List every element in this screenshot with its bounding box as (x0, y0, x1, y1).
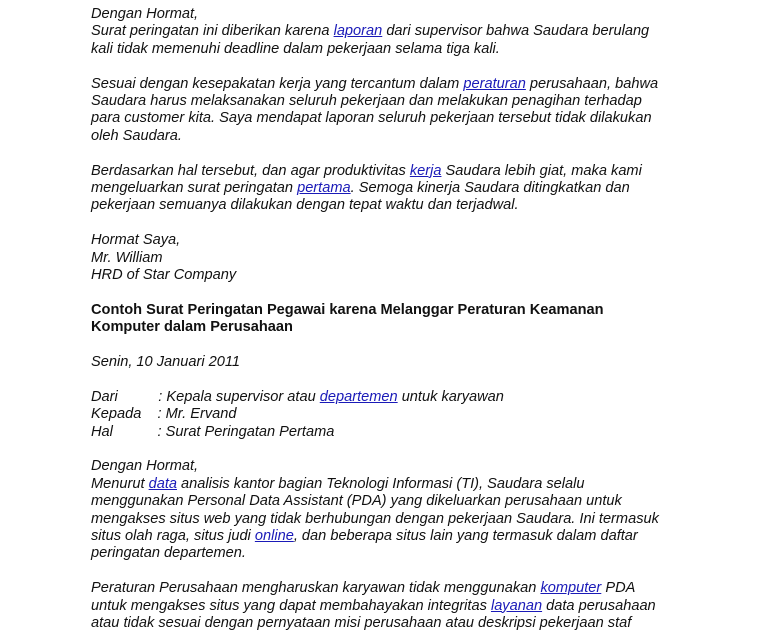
greeting: Dengan Hormat, (91, 458, 199, 475)
link-kerja[interactable]: kerja (409, 162, 442, 179)
heading-line: Contoh Surat Peringatan Pegawai karena Melanggar Peraturan Keamanan (91, 301, 604, 318)
text: . Semoga kinerja Saudara ditingkatkan dan (350, 180, 630, 197)
link-online[interactable]: online (254, 528, 294, 545)
text: peringatan departemen. (91, 545, 246, 562)
text: perusahaan, bahwa (525, 75, 659, 92)
paragraph (91, 76, 691, 146)
link-komputer[interactable]: komputer (540, 580, 602, 597)
memo-from (91, 389, 691, 406)
closing: Hormat Saya, (91, 232, 181, 249)
paragraph (91, 163, 691, 215)
link-peraturan[interactable]: peraturan (463, 75, 526, 92)
link-data[interactable]: data (148, 475, 177, 492)
text: untuk mengakses situs yang dapat membahayakan integritas (91, 597, 491, 614)
section-heading (91, 302, 691, 337)
text: Berdasarkan hal tersebut, dan agar produktivitas (91, 162, 410, 179)
link-pertama[interactable]: pertama (297, 180, 351, 197)
text: para customer kita. Saya mendapat laporan seluruh pekerjaan tersebut tidak dilakukan (91, 110, 652, 127)
text: Menurut (91, 475, 149, 492)
text: kali tidak memenuhi deadline dalam pekerjaan selama tiga kali. (91, 40, 500, 57)
text: data perusahaan (542, 597, 656, 614)
text: mengakses situs web yang tidak berhubungan dengan pekerjaan Saudara. Ini termasuk (91, 510, 659, 527)
memo-subject: Hal : Surat Peringatan Pertama (91, 423, 335, 440)
link-laporan[interactable]: laporan (333, 23, 383, 40)
text: mengeluarkan surat peringatan (91, 180, 298, 197)
text: menggunakan Personal Data Assistant (PDA) yang dikeluarkan perusahaan untuk (91, 493, 622, 510)
letter-date: Senin, 10 Januari 2011 (91, 354, 241, 371)
text: analisis kantor bagian Teknologi Informasi (TI), Saudara selalu (177, 475, 585, 492)
paragraph (91, 476, 691, 563)
text: untuk karyawan (397, 388, 504, 405)
text: Surat peringatan ini diberikan karena (91, 23, 334, 40)
link-layanan[interactable]: layanan (490, 597, 543, 614)
heading-line: Komputer dalam Perusahaan (91, 319, 293, 336)
text: PDA (601, 580, 636, 597)
text: Peraturan Perusahaan mengharuskan karyawan tidak menggunakan (91, 580, 541, 597)
letter-one (91, 6, 691, 284)
link-departemen[interactable]: departemen (319, 388, 398, 405)
text: Saudara lebih giat, maka kami (441, 162, 642, 179)
text: situs olah raga, situs judi (91, 528, 255, 545)
memo-to: Kepada : Mr. Ervand (91, 406, 237, 423)
text: Saudara harus melaksanakan seluruh pekerjaan dan melakukan penagihan terhadap (91, 93, 642, 110)
document-page (91, 6, 691, 633)
text: pekerjaan semuanya dilakukan dengan tepat waktu dan terjadwal. (91, 197, 519, 214)
text: dari supervisor bahwa Saudara berulang (382, 23, 650, 40)
greeting: Dengan Hormat, (91, 6, 199, 22)
text: , dan beberapa situs lain yang termasuk dalam daftar (293, 528, 638, 545)
signer-title: HRD of Star Company (91, 267, 237, 284)
text: Dari : Kepala supervisor atau (91, 388, 320, 405)
letter-two (91, 354, 691, 632)
paragraph (91, 580, 691, 632)
text: oleh Saudara. (91, 127, 182, 144)
text: atau tidak sesuai dengan pernyataan misi perusahaan atau deskripsi pekerjaan staf (91, 615, 632, 632)
signer-name: Mr. William (91, 249, 163, 266)
text: Sesuai dengan kesepakatan kerja yang tercantum dalam (91, 75, 464, 92)
paragraph (91, 23, 691, 58)
